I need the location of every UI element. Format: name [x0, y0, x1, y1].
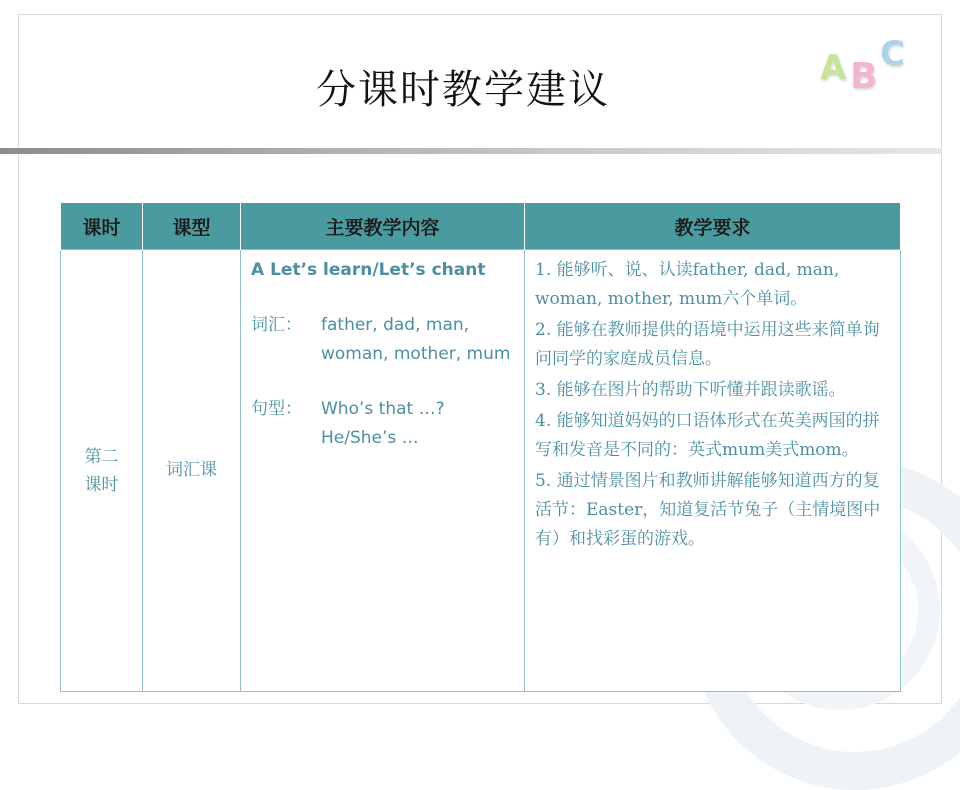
header-type: 课型 [143, 203, 241, 250]
lesson-plan-table [60, 202, 901, 692]
sentence-row [251, 395, 514, 453]
vocab-value: father, dad, man, woman, mother, mum [321, 315, 511, 364]
sentence-value-1: Who’s that …? [321, 399, 445, 419]
requirement-item: 5. 通过情景图片和教师讲解能够知道西方的复活节：Easter，知道复活节兔子（主情境图中有）和找彩蛋的游戏。 [535, 471, 881, 549]
cell-type: 词汇课 [143, 250, 241, 692]
lesson-text: 第二课时 [84, 446, 119, 495]
logo-letter-a: A [820, 48, 847, 88]
header-content: 主要教学内容 [241, 203, 525, 250]
table-header-row [61, 203, 901, 250]
requirement-item: 2. 能够在教师提供的语境中运用这些来简单询问同学的家庭成员信息。 [535, 320, 880, 369]
logo-letter-c: C [880, 34, 905, 74]
requirement-item: 3. 能够在图片的帮助下听懂并跟读歌谣。 [535, 380, 846, 400]
vocab-row [251, 311, 514, 369]
cell-lesson [61, 250, 143, 692]
sentence-value-2: He/She’s … [321, 428, 419, 448]
header-requirements: 教学要求 [525, 203, 901, 250]
vocab-label: 词汇： [251, 315, 302, 335]
sentence-label: 句型： [251, 399, 302, 419]
table-row [61, 250, 901, 692]
header-lesson: 课时 [61, 203, 143, 250]
title-divider [0, 148, 942, 154]
cell-content [241, 250, 525, 692]
cell-requirements [525, 250, 901, 692]
requirement-item: 4. 能够知道妈妈的口语体形式在英美两国的拼写和发音是不同的：英式mum美式mom。 [535, 411, 880, 460]
abc-logo-icon [818, 34, 918, 98]
requirement-item: 1. 能够听、说、认读father, dad, man, woman, mother, mum六个单词。 [535, 260, 840, 309]
content-section-title: A Let’s learn/Let’s chant [251, 260, 486, 280]
logo-letter-b: B [850, 56, 878, 97]
slide-title: 分课时教学建议 [316, 67, 610, 113]
